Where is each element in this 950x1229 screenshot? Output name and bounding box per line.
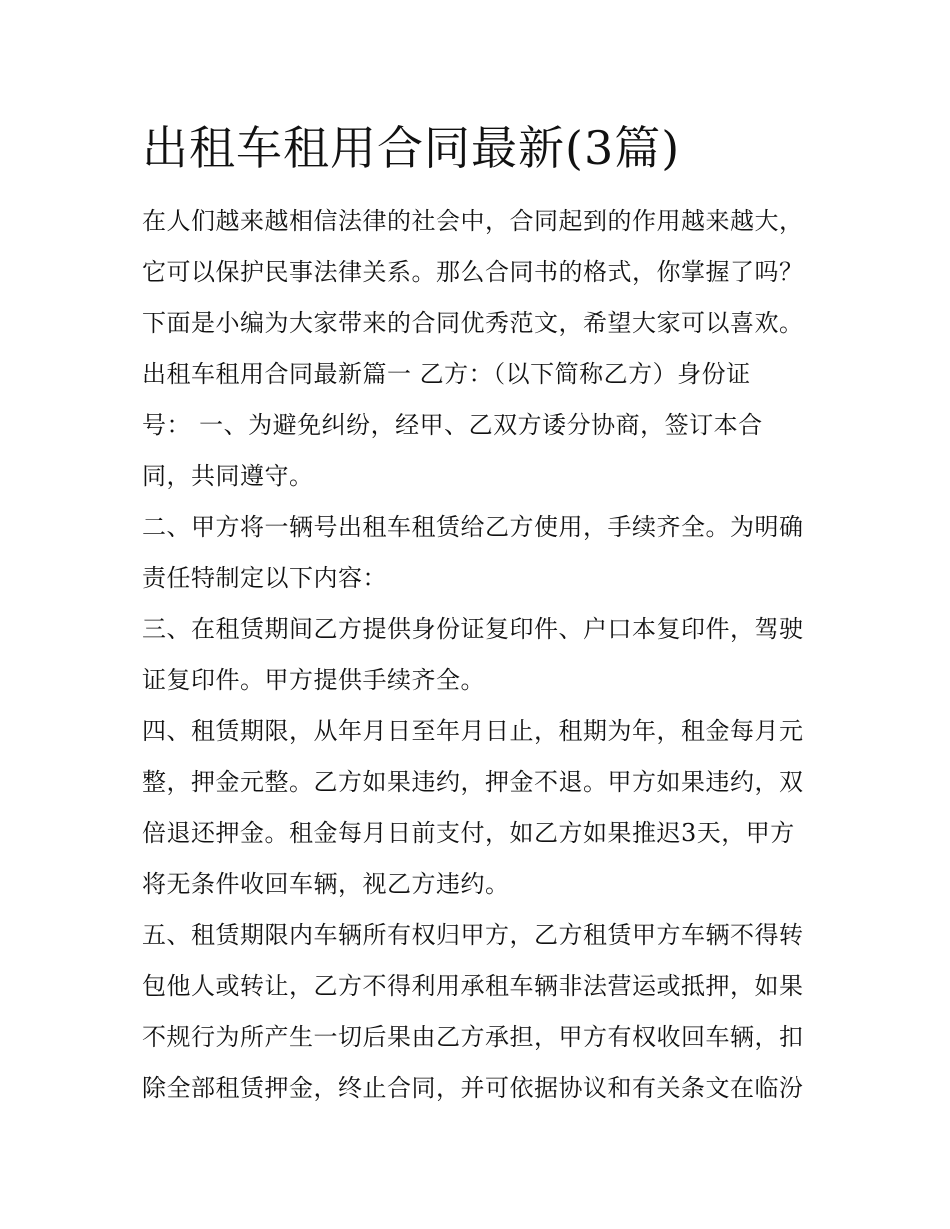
text-line: 整，押金元整。乙方如果违约，押金不退。甲方如果违约，双 xyxy=(142,768,804,796)
text-line: 在人们越来越相信法律的社会中，合同起到的作用越来越大， xyxy=(142,207,804,235)
text-line: 责任特制定以下内容： xyxy=(142,564,387,592)
text-line: 倍退还押金。租金每月日前支付，如乙方如果推迟3天，甲方 xyxy=(142,819,795,847)
text-line: 它可以保护民事法律关系。那么合同书的格式，你掌握了吗？ xyxy=(142,258,804,286)
text-line: 下面是小编为大家带来的合同优秀范文，希望大家可以喜欢。 xyxy=(142,309,804,337)
text-line: 五、租赁期限内车辆所有权归甲方，乙方租赁甲方车辆不得转 xyxy=(142,921,804,949)
document-body xyxy=(142,196,822,1114)
text-line: 三、在租赁期间乙方提供身份证复印件、户口本复印件，驾驶 xyxy=(142,615,804,643)
text-line: 号： 一、为避免纠纷，经甲、乙双方诿分协商，签订本合 xyxy=(142,411,763,439)
text-line: 二、甲方将一辆号出租车租赁给乙方使用，手续齐全。为明确 xyxy=(142,513,804,541)
text-line: 不规行为所产生一切后果由乙方承担，甲方有权收回车辆，扣 xyxy=(142,1023,804,1051)
text-line: 出租车租用合同最新篇一 乙方：（以下简称乙方）身份证 xyxy=(142,360,751,388)
text-line: 将无条件收回车辆，视乙方违约。 xyxy=(142,870,510,898)
text-line: 四、租赁期限，从年月日至年月日止，租期为年，租金每月元 xyxy=(142,717,804,745)
text-line: 证复印件。甲方提供手续齐全。 xyxy=(142,666,485,694)
page-title: 出租车租用合同最新(3篇) xyxy=(142,121,681,175)
text-line: 同，共同遵守。 xyxy=(142,462,314,490)
text-line: 包他人或转让，乙方不得利用承租车辆非法营运或抵押，如果 xyxy=(142,972,804,1000)
text-line: 除全部租赁押金，终止合同，并可依据协议和有关条文在临汾 xyxy=(142,1074,804,1102)
